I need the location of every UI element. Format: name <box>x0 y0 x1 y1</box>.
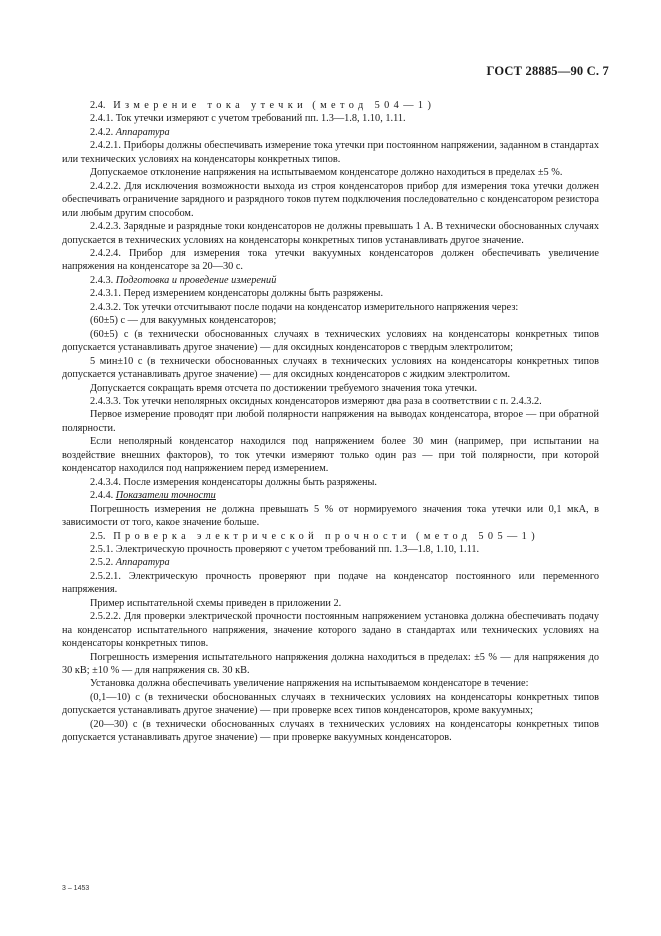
paragraph: 2.4.2.1. Приборы должны обеспечивать измерение тока утечки при постоянном напряжении, заданном в стандартах или технических условиях на конденсаторы конкретных типов. <box>62 140 599 165</box>
paragraph: Погрешность измерения не должна превышать 5 % от нормируемого значения тока утечки или 0,1 мкА, в зависимости от того, какое значение больше. <box>62 503 599 529</box>
paragraph: 2.4.3.2. Ток утечки отсчитывают после подачи на конденсатор измерительного напряжения через: <box>90 301 519 313</box>
paragraph: 2.5.1. Электрическую прочность проверяют с учетом требований пп. 1.3—1.8, 1.10, 1.11. <box>90 543 480 555</box>
paragraph: Если неполярный конденсатор находился под напряжением более 30 мин (например, при испытании на воздействие внешних факторов), то ток утечки измеряют только один раз — при той полярности, при которой конденсатор находился под напряжением перед измерением. <box>62 436 599 475</box>
document-body <box>62 99 599 745</box>
paragraph: 2.5.2.2. Для проверки электрической прочности постоянным напряжением установка должна обеспечивать подачу на конденсатор испытательного напряжения, значение которого задано в стандартах или технических условиях на конденсаторы конкретных типов. <box>62 611 599 650</box>
subsection-heading: 2.4.4. Показатели точности <box>90 490 216 502</box>
section-title: Проверка электрической прочности <box>113 530 411 542</box>
paragraph: 2.4.3.3. Ток утечки неполярных оксидных конденсаторов измеряют два раза в соответствии с п. 2.4.3.2. <box>90 395 542 407</box>
subsection-heading: 2.4.2. Аппаратура <box>90 126 170 138</box>
paragraph: Первое измерение проводят при любой полярности напряжения на выводах конденсатора, второе — при обратной полярности. <box>62 409 599 434</box>
method-label: (метод 505—1) <box>416 530 540 542</box>
method-label: (метод 504—1) <box>312 100 436 111</box>
paragraph: (0,1—10) с (в технически обоснованных случаях в технических условиях на конденсаторы конкретных типов допускается устанавливать другое значение) — при проверке всех типов конденсаторов, кроме вакуумных; <box>62 691 599 717</box>
paragraph: Допускается сокращать время отсчета по достижении требуемого значения тока утечки. <box>90 382 478 394</box>
section-title: Измерение тока утечки <box>113 100 308 111</box>
paragraph: 2.4.3.1. Перед измерением конденсаторы должны быть разряжены. <box>90 288 384 300</box>
paragraph: 2.4.2.3. Зарядные и разрядные токи конденсаторов не должны превышать 1 А. В технически обоснованных случаях допускается в технических условиях на конденсаторы конкретных типов устанавливать другое значение. <box>62 221 599 246</box>
paragraph: 2.4.2.2. Для исключения возможности выхода из строя конденсаторов прибор для измерения тока утечки должен обеспечивать ограничение зарядного и разрядного токов путем подключения последовательно с конденсатором резистора или любым другим способом. <box>62 180 599 219</box>
section-heading-2-4: 2.4. Измерение тока утечки (метод 504—1) <box>90 100 436 111</box>
page-header: ГОСТ 28885—90 С. 7 <box>486 64 609 78</box>
paragraph: 2.4.1. Ток утечки измеряют с учетом требований пп. 1.3—1.8, 1.10, 1.11. <box>90 113 406 125</box>
paragraph: Пример испытательной схемы приведен в приложении 2. <box>90 597 342 609</box>
section-heading-2-5: 2.5. Проверка электрической прочности (метод 505—1) <box>90 530 540 542</box>
paragraph: 2.4.3.4. После измерения конденсаторы должны быть разряжены. <box>90 476 377 488</box>
subsection-heading: 2.4.3. Подготовка и проведение измерений <box>90 274 277 286</box>
paragraph: Погрешность измерения испытательного напряжения должна находиться в пределах: ±5 % — для напряжения до 30 кВ; ±10 % — для напряжения св. 30 кВ. <box>62 651 599 677</box>
paragraph: (60±5) с — для вакуумных конденсаторов; <box>90 315 277 327</box>
paragraph: 2.5.2.1. Электрическую прочность проверяют при подаче на конденсатор постоянного или переменного напряжения. <box>62 570 599 596</box>
paragraph: Допускаемое отклонение напряжения на испытываемом конденсаторе должно находиться в пределах ±5 %. <box>90 167 563 179</box>
subsection-heading: 2.5.2. Аппаратура <box>90 557 170 569</box>
paragraph: (20—30) с (в технически обоснованных случаях в технических условиях на конденсаторы конкретных типов допускается устанавливать другое значение) — при проверке вакуумных конденсаторов. <box>62 718 599 744</box>
paragraph: Установка должна обеспечивать увеличение напряжения на испытываемом конденсаторе в течение: <box>90 678 529 690</box>
paragraph: (60±5) с (в технически обоснованных случаях в технических условиях на конденсаторы конкретных типов допускается устанавливать другое значение) — для оксидных конденсаторов с твердым электролитом; <box>62 328 599 354</box>
paragraph: 2.4.2.4. Прибор для измерения тока утечки вакуумных конденсаторов должен обеспечивать увеличение напряжения на конденсаторе за 20—30 с. <box>62 247 599 273</box>
paragraph: 5 мин±10 с (в технически обоснованных случаях в технических условиях на конденсаторы конкретных типов допускается устанавливать другое значение) — для оксидных конденсаторов с жидким электролитом. <box>62 355 599 381</box>
page-footer: 3 – 1453 <box>62 885 90 892</box>
